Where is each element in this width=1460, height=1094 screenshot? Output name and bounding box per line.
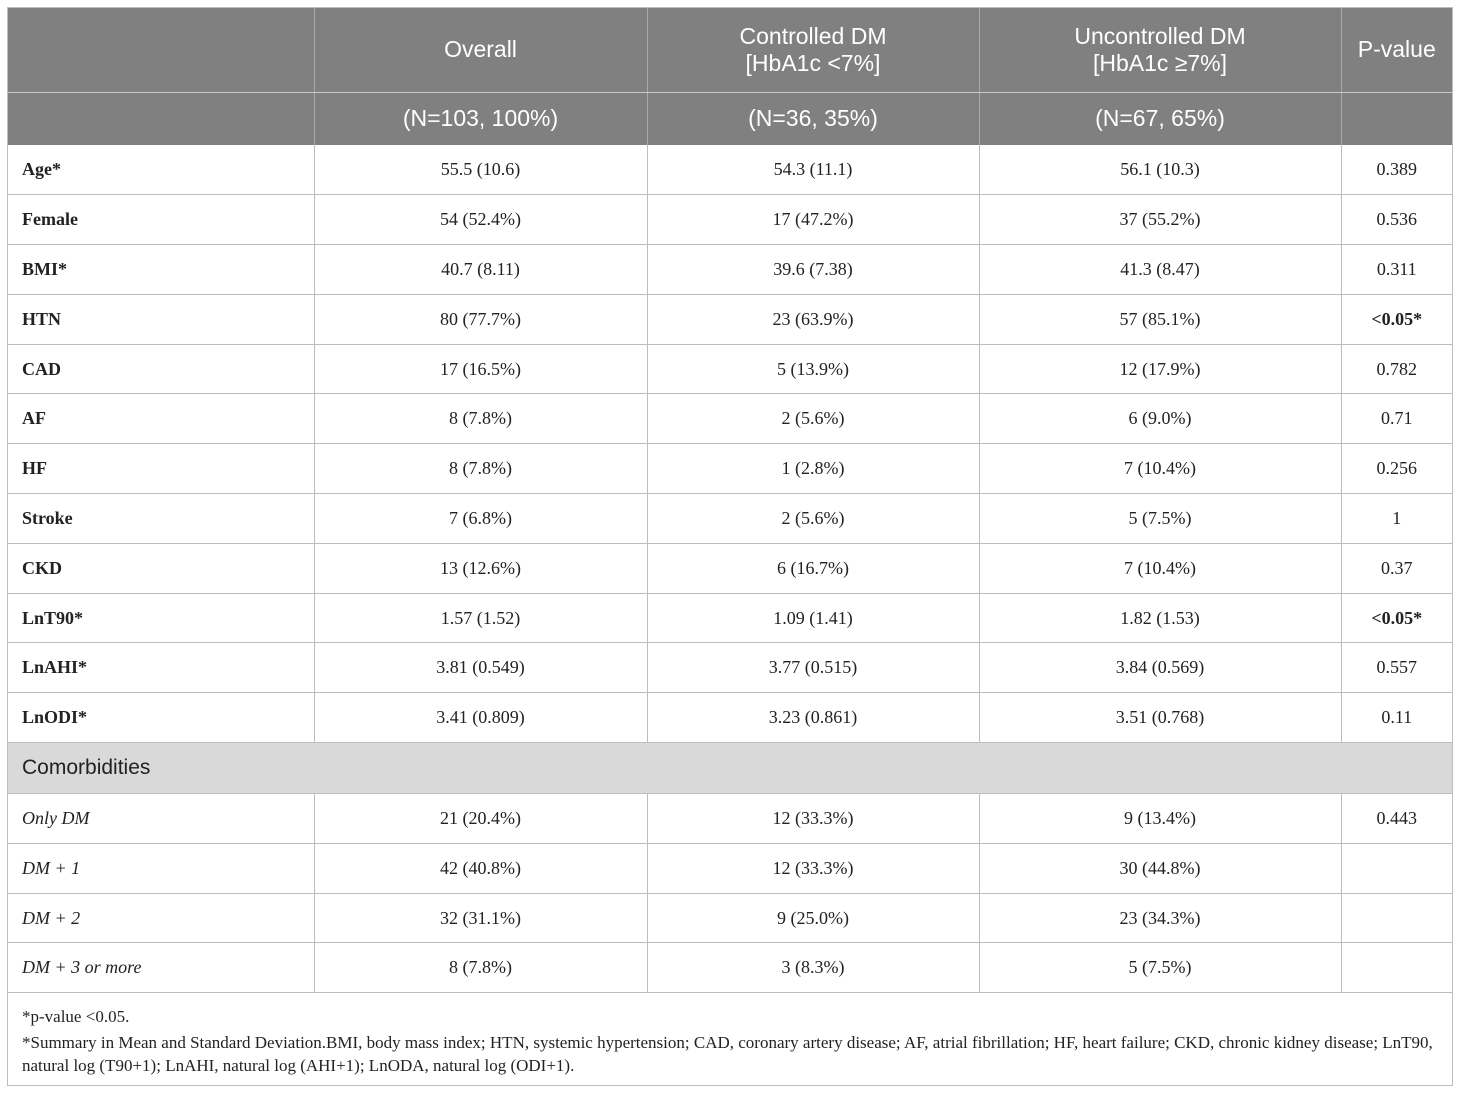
row-label: LnODI* bbox=[8, 693, 314, 743]
header-uncontrolled-n: (N=67, 65%) bbox=[979, 92, 1341, 145]
p-value-cell: 1 bbox=[1341, 494, 1452, 544]
uncontrolled-cell: 5 (7.5%) bbox=[979, 943, 1341, 993]
header-uncontrolled bbox=[979, 8, 1341, 92]
row-label: CKD bbox=[8, 543, 314, 593]
table-row bbox=[8, 943, 1452, 993]
controlled-cell: 39.6 (7.38) bbox=[647, 245, 979, 295]
controlled-cell: 5 (13.9%) bbox=[647, 344, 979, 394]
uncontrolled-cell: 3.84 (0.569) bbox=[979, 643, 1341, 693]
row-label: CAD bbox=[8, 344, 314, 394]
controlled-cell: 12 (33.3%) bbox=[647, 794, 979, 844]
controlled-cell: 2 (5.6%) bbox=[647, 494, 979, 544]
row-label: LnT90* bbox=[8, 593, 314, 643]
p-value-cell: 0.557 bbox=[1341, 643, 1452, 693]
controlled-cell: 23 (63.9%) bbox=[647, 294, 979, 344]
uncontrolled-cell: 41.3 (8.47) bbox=[979, 245, 1341, 295]
overall-cell: 8 (7.8%) bbox=[314, 444, 647, 494]
table-row bbox=[8, 543, 1452, 593]
controlled-cell: 9 (25.0%) bbox=[647, 893, 979, 943]
controlled-cell: 17 (47.2%) bbox=[647, 195, 979, 245]
table-row bbox=[8, 444, 1452, 494]
controlled-cell: 6 (16.7%) bbox=[647, 543, 979, 593]
table-row bbox=[8, 145, 1452, 195]
row-label: Age* bbox=[8, 145, 314, 195]
table-row bbox=[8, 843, 1452, 893]
footnote-1: *p-value <0.05. bbox=[22, 1007, 130, 1027]
row-label: HF bbox=[8, 444, 314, 494]
p-value-cell: 0.389 bbox=[1341, 145, 1452, 195]
section-row bbox=[8, 743, 1452, 794]
row-label: Stroke bbox=[8, 494, 314, 544]
uncontrolled-cell: 7 (10.4%) bbox=[979, 543, 1341, 593]
overall-cell: 21 (20.4%) bbox=[314, 794, 647, 844]
overall-cell: 17 (16.5%) bbox=[314, 344, 647, 394]
overall-cell: 80 (77.7%) bbox=[314, 294, 647, 344]
header-row-1 bbox=[8, 8, 1452, 92]
table-row bbox=[8, 195, 1452, 245]
overall-cell: 13 (12.6%) bbox=[314, 543, 647, 593]
controlled-cell: 54.3 (11.1) bbox=[647, 145, 979, 195]
controlled-cell: 2 (5.6%) bbox=[647, 394, 979, 444]
table-row bbox=[8, 893, 1452, 943]
p-value-cell bbox=[1341, 843, 1452, 893]
row-label: Only DM bbox=[8, 794, 314, 844]
uncontrolled-cell: 56.1 (10.3) bbox=[979, 145, 1341, 195]
header-pvalue: P-value bbox=[1341, 8, 1452, 92]
row-label: HTN bbox=[8, 294, 314, 344]
uncontrolled-cell: 30 (44.8%) bbox=[979, 843, 1341, 893]
row-label: DM + 1 bbox=[8, 843, 314, 893]
table-row bbox=[8, 394, 1452, 444]
row-label: LnAHI* bbox=[8, 643, 314, 693]
header-empty-cell bbox=[1341, 92, 1452, 145]
uncontrolled-cell: 9 (13.4%) bbox=[979, 794, 1341, 844]
controlled-cell: 1.09 (1.41) bbox=[647, 593, 979, 643]
p-value-cell: 0.536 bbox=[1341, 195, 1452, 245]
p-value-cell bbox=[1341, 943, 1452, 993]
section-label: Comorbidities bbox=[8, 743, 1452, 794]
table-row bbox=[8, 294, 1452, 344]
p-value-cell: <0.05* bbox=[1341, 294, 1452, 344]
row-label: AF bbox=[8, 394, 314, 444]
table-row bbox=[8, 794, 1452, 844]
table-row bbox=[8, 494, 1452, 544]
row-label: DM + 2 bbox=[8, 893, 314, 943]
overall-cell: 3.41 (0.809) bbox=[314, 693, 647, 743]
uncontrolled-cell: 37 (55.2%) bbox=[979, 195, 1341, 245]
uncontrolled-cell: 57 (85.1%) bbox=[979, 294, 1341, 344]
header-controlled-line1: Controlled DM bbox=[739, 22, 887, 49]
header-empty-cell bbox=[8, 8, 314, 92]
footnote-2: *Summary in Mean and Standard Deviation.BMI, body mass index; HTN, systemic hypertension; CAD, coronary artery disease; AF, atrial fibrillation; HF, heart failure; CKD, chronic kidney disease; LnT90, natural log (T90+1); LnAHI, natural log (AHI+1); LnODA, natural log (ODI+1). bbox=[22, 1033, 1433, 1076]
controlled-cell: 1 (2.8%) bbox=[647, 444, 979, 494]
overall-cell: 8 (7.8%) bbox=[314, 394, 647, 444]
p-value-cell: 0.37 bbox=[1341, 543, 1452, 593]
header-controlled-n: (N=36, 35%) bbox=[647, 92, 979, 145]
p-value-cell: 0.443 bbox=[1341, 794, 1452, 844]
comparison-table bbox=[8, 8, 1452, 993]
overall-cell: 3.81 (0.549) bbox=[314, 643, 647, 693]
p-value-cell: 0.782 bbox=[1341, 344, 1452, 394]
header-overall-n: (N=103, 100%) bbox=[314, 92, 647, 145]
controlled-cell: 12 (33.3%) bbox=[647, 843, 979, 893]
table-row bbox=[8, 643, 1452, 693]
table-row bbox=[8, 693, 1452, 743]
data-table-container bbox=[7, 7, 1453, 1086]
row-label: DM + 3 or more bbox=[8, 943, 314, 993]
table-body bbox=[8, 145, 1452, 993]
uncontrolled-cell: 5 (7.5%) bbox=[979, 494, 1341, 544]
controlled-cell: 3.77 (0.515) bbox=[647, 643, 979, 693]
uncontrolled-cell: 1.82 (1.53) bbox=[979, 593, 1341, 643]
p-value-cell: 0.311 bbox=[1341, 245, 1452, 295]
uncontrolled-cell: 6 (9.0%) bbox=[979, 394, 1341, 444]
overall-cell: 8 (7.8%) bbox=[314, 943, 647, 993]
overall-cell: 42 (40.8%) bbox=[314, 843, 647, 893]
uncontrolled-cell: 23 (34.3%) bbox=[979, 893, 1341, 943]
p-value-cell bbox=[1341, 893, 1452, 943]
p-value-cell: <0.05* bbox=[1341, 593, 1452, 643]
table-footnotes bbox=[8, 993, 1452, 1077]
controlled-cell: 3.23 (0.861) bbox=[647, 693, 979, 743]
table-header bbox=[8, 8, 1452, 145]
overall-cell: 32 (31.1%) bbox=[314, 893, 647, 943]
uncontrolled-cell: 3.51 (0.768) bbox=[979, 693, 1341, 743]
p-value-cell: 0.71 bbox=[1341, 394, 1452, 444]
p-value-cell: 0.256 bbox=[1341, 444, 1452, 494]
overall-cell: 40.7 (8.11) bbox=[314, 245, 647, 295]
overall-cell: 54 (52.4%) bbox=[314, 195, 647, 245]
uncontrolled-cell: 12 (17.9%) bbox=[979, 344, 1341, 394]
header-overall: Overall bbox=[314, 8, 647, 92]
overall-cell: 55.5 (10.6) bbox=[314, 145, 647, 195]
table-row bbox=[8, 593, 1452, 643]
row-label: BMI* bbox=[8, 245, 314, 295]
header-empty-cell bbox=[8, 92, 314, 145]
header-controlled bbox=[647, 8, 979, 92]
header-uncontrolled-line1: Uncontrolled DM bbox=[1074, 22, 1246, 49]
overall-cell: 7 (6.8%) bbox=[314, 494, 647, 544]
header-row-2 bbox=[8, 92, 1452, 145]
row-label: Female bbox=[8, 195, 314, 245]
table-row bbox=[8, 344, 1452, 394]
header-controlled-line2: [HbA1c <7%] bbox=[745, 49, 881, 76]
controlled-cell: 3 (8.3%) bbox=[647, 943, 979, 993]
uncontrolled-cell: 7 (10.4%) bbox=[979, 444, 1341, 494]
overall-cell: 1.57 (1.52) bbox=[314, 593, 647, 643]
p-value-cell: 0.11 bbox=[1341, 693, 1452, 743]
header-uncontrolled-line2: [HbA1c ≥7%] bbox=[1092, 49, 1228, 76]
table-row bbox=[8, 245, 1452, 295]
